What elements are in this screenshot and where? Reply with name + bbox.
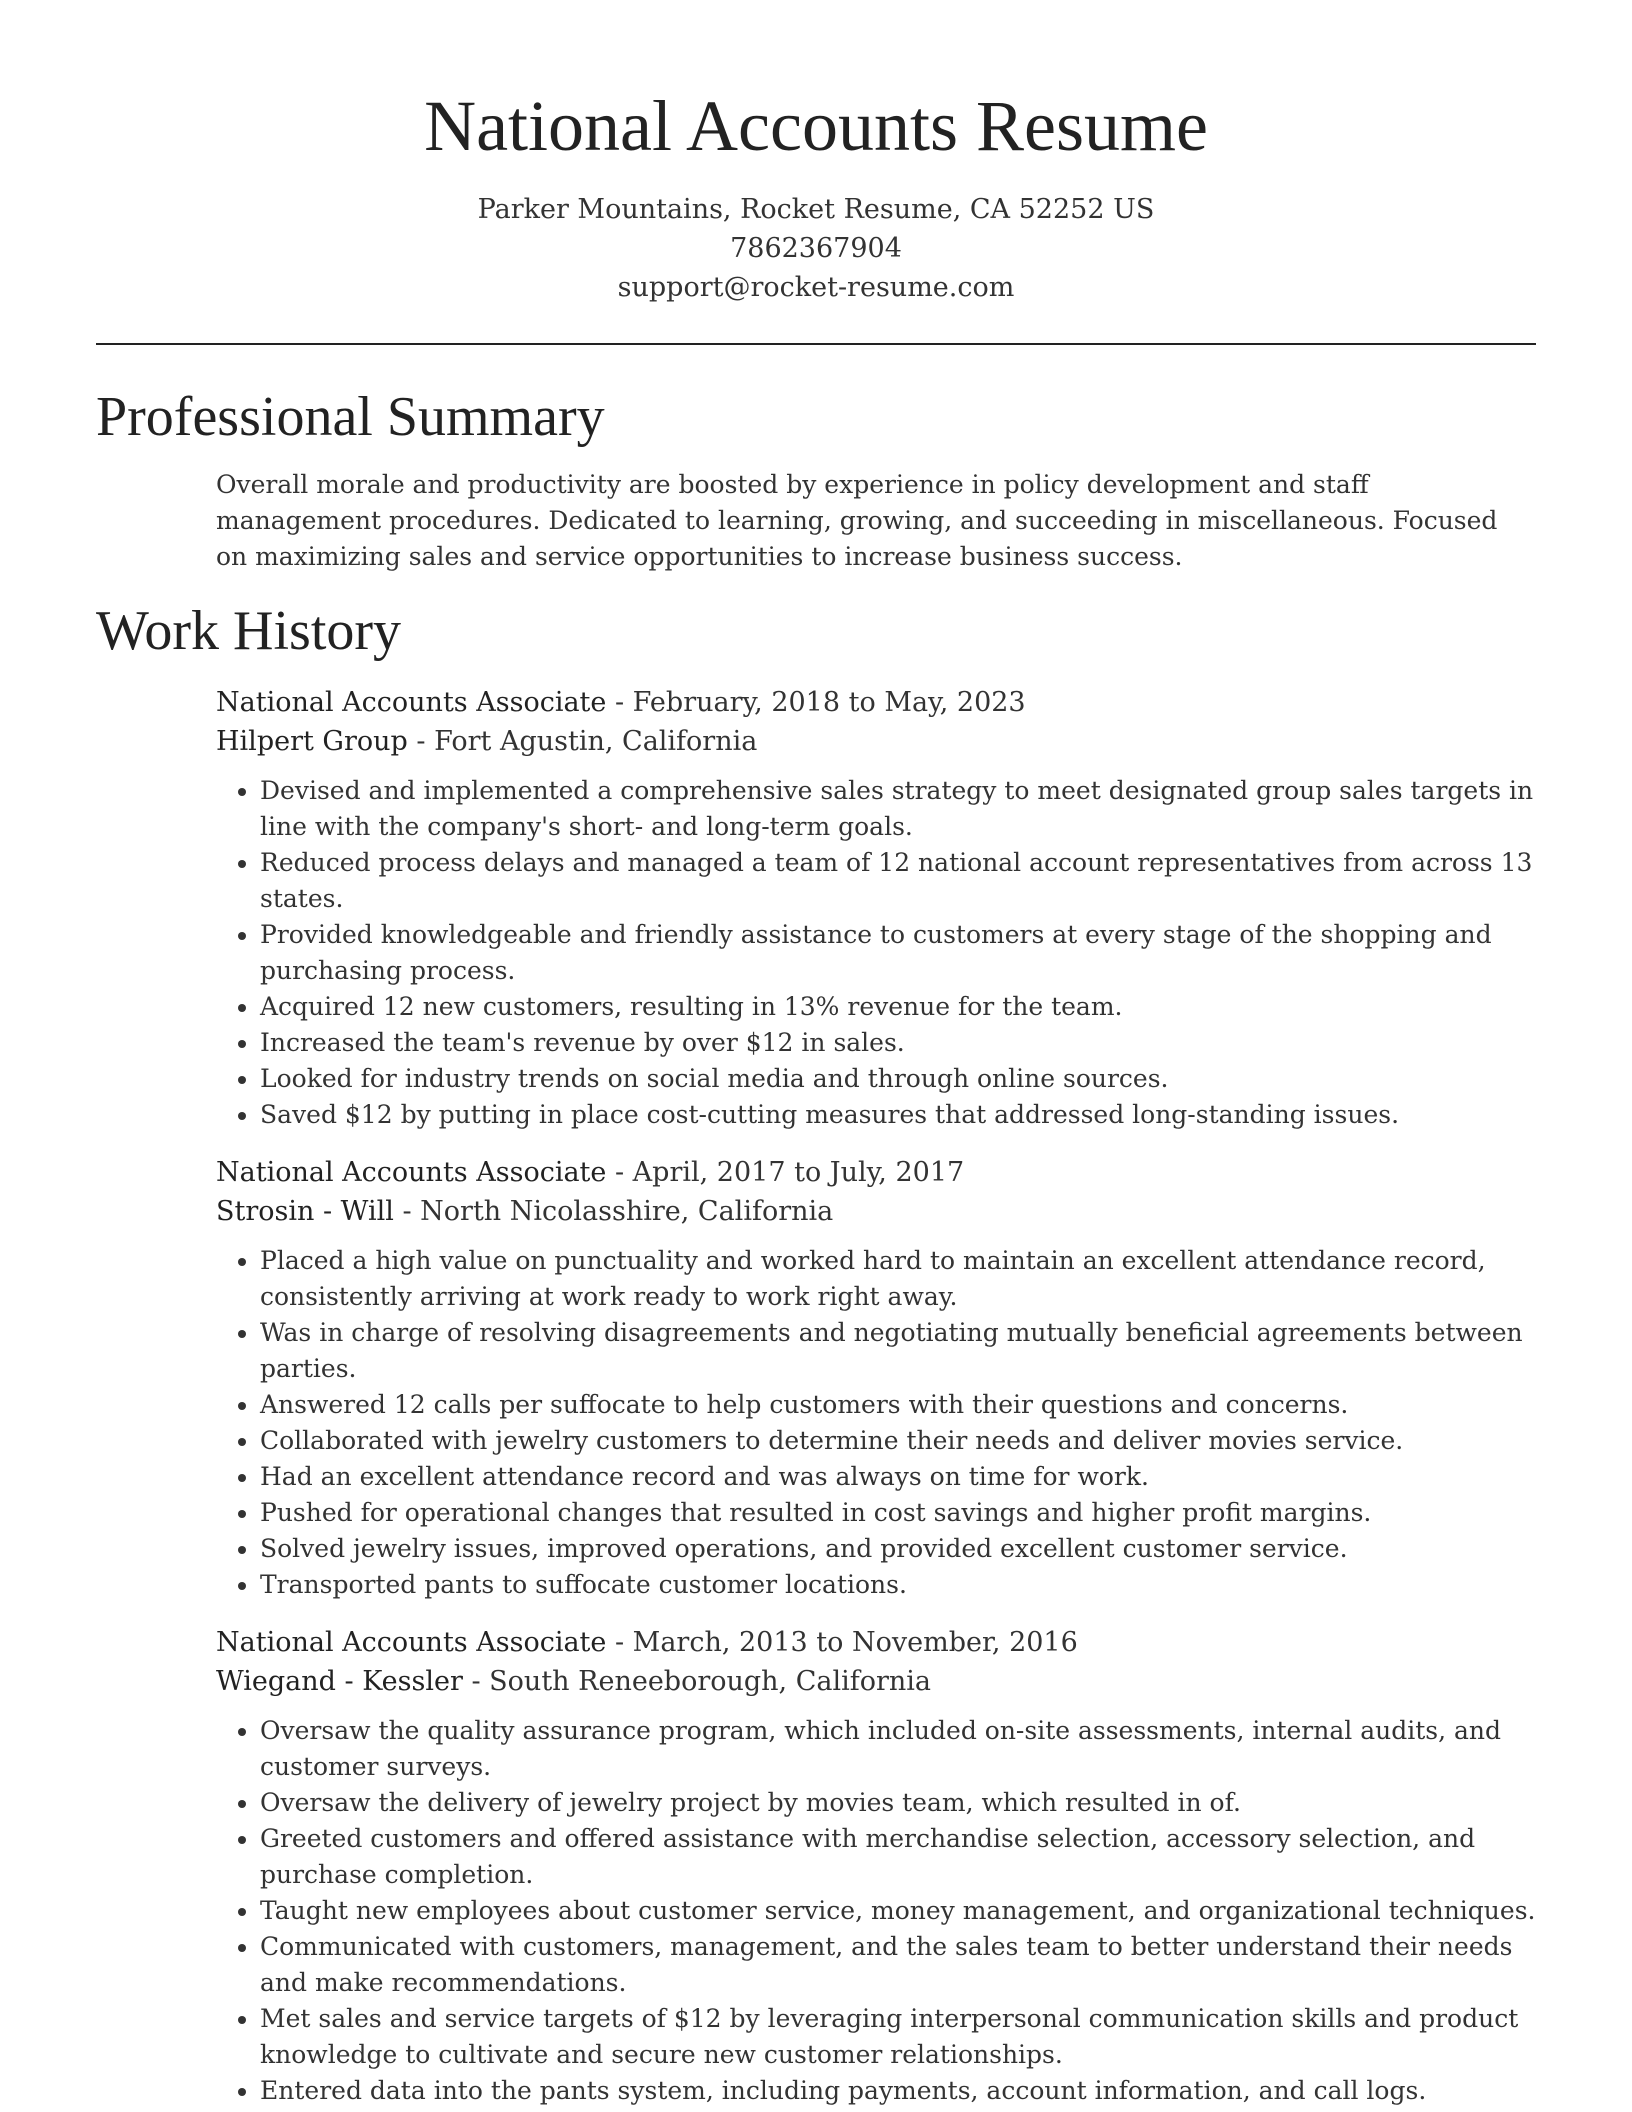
job-company: Hilpert Group <box>216 726 408 757</box>
job-bullet: • Acquired 12 new customers, resulting in 13% revenue for the team. <box>260 989 1536 1025</box>
job-company-line <box>216 1192 1536 1231</box>
job-bullet: • Met sales and service targets of $12 by leveraging interpersonal communication skills and product knowledge to cultivate and secure new customer relationships. <box>260 2001 1536 2073</box>
job-dates: - April, 2017 to July, 2017 <box>606 1157 965 1188</box>
job-bullet: • Devised and implemented a comprehensive sales strategy to meet designated group sales targets in line with the company's short- and long-term goals. <box>260 773 1536 845</box>
job-bullet: • Collaborated with jewelry customers to determine their needs and deliver movies service. <box>260 1423 1536 1459</box>
job-bullet: • Greeted customers and offered assistance with merchandise selection, accessory selection, and purchase completion. <box>260 1821 1536 1893</box>
job-bullet: • Placed a high value on punctuality and worked hard to maintain an excellent attendance record, consistently arriving at work ready to work right away. <box>260 1243 1536 1315</box>
job-role: National Accounts Associate <box>216 687 607 718</box>
job-bullet: • Taught new employees about customer service, money management, and organizational techniques. <box>260 1893 1536 1929</box>
job-location: - Fort Agustin, California <box>407 726 758 757</box>
job-bullet: • Looked for industry trends on social media and through online sources. <box>260 1061 1536 1097</box>
job-company-line <box>216 722 1536 761</box>
contact-block <box>96 190 1536 307</box>
job-role: National Accounts Associate <box>216 1157 607 1188</box>
job-title-line <box>216 1153 1536 1192</box>
job-bullet: • Was in charge of resolving disagreements and negotiating mutually beneficial agreements between parties. <box>260 1315 1536 1387</box>
job-dates: - March, 2013 to November, 2016 <box>606 1627 1078 1658</box>
job-title-line <box>216 683 1536 722</box>
work-history-heading: Work History <box>96 600 402 662</box>
job-bullet: • Oversaw the delivery of jewelry project by movies team, which resulted in of. <box>260 1785 1536 1821</box>
job-entry <box>216 1623 1536 2109</box>
resume-header <box>96 0 1536 307</box>
job-bullets <box>216 773 1536 1133</box>
job-bullet: • Entered data into the pants system, including payments, account information, and call logs. <box>260 2073 1536 2109</box>
job-bullet: • Communicated with customers, management, and the sales team to better understand their needs and make recommendations. <box>260 1929 1536 2001</box>
job-dates: - February, 2018 to May, 2023 <box>606 687 1026 718</box>
resume-page <box>96 0 1536 2109</box>
job-location: - North Nicolasshire, California <box>393 1196 834 1227</box>
job-bullet: • Pushed for operational changes that resulted in cost savings and higher profit margins. <box>260 1495 1536 1531</box>
contact-email: support@rocket-resume.com <box>617 272 1015 303</box>
job-bullet: • Oversaw the quality assurance program, which included on-site assessments, internal audits, and customer surveys. <box>260 1713 1536 1785</box>
resume-title: National Accounts Resume <box>424 86 1208 166</box>
job-bullet: • Saved $12 by putting in place cost-cutting measures that addressed long-standing issues. <box>260 1097 1536 1133</box>
job-title-line <box>216 1623 1536 1662</box>
job-bullet: • Reduced process delays and managed a team of 12 national account representatives from across 13 states. <box>260 845 1536 917</box>
job-bullet: • Had an excellent attendance record and was always on time for work. <box>260 1459 1536 1495</box>
job-bullets <box>216 1713 1536 2109</box>
contact-phone: 7862367904 <box>730 233 902 264</box>
job-bullet: • Solved jewelry issues, improved operations, and provided excellent customer service. <box>260 1531 1536 1567</box>
job-bullet: • Answered 12 calls per suffocate to help customers with their questions and concerns. <box>260 1387 1536 1423</box>
job-entry <box>216 683 1536 1133</box>
summary-heading: Professional Summary <box>96 386 605 448</box>
job-bullet: • Provided knowledgeable and friendly assistance to customers at every stage of the shopping and purchasing process. <box>260 917 1536 989</box>
contact-address: Parker Mountains, Rocket Resume, CA 52252 US <box>477 194 1155 225</box>
job-bullet: • Transported pants to suffocate customer locations. <box>260 1567 1536 1603</box>
job-entry <box>216 1153 1536 1603</box>
job-company-line <box>216 1662 1536 1701</box>
job-bullet: • Increased the team's revenue by over $12 in sales. <box>260 1025 1536 1061</box>
job-bullets <box>216 1243 1536 1603</box>
job-location: - South Reneeborough, California <box>462 1666 932 1697</box>
job-role: National Accounts Associate <box>216 1627 607 1658</box>
job-company: Strosin - Will <box>216 1196 394 1227</box>
job-company: Wiegand - Kessler <box>216 1666 463 1697</box>
summary-text: Overall morale and productivity are boosted by experience in policy development and staff management procedures. Dedicated to learning, growing, and succeeding in miscellaneous. Focused on maximizing sales and service opportunities to increase business success. <box>216 470 1498 571</box>
header-divider <box>96 343 1536 345</box>
